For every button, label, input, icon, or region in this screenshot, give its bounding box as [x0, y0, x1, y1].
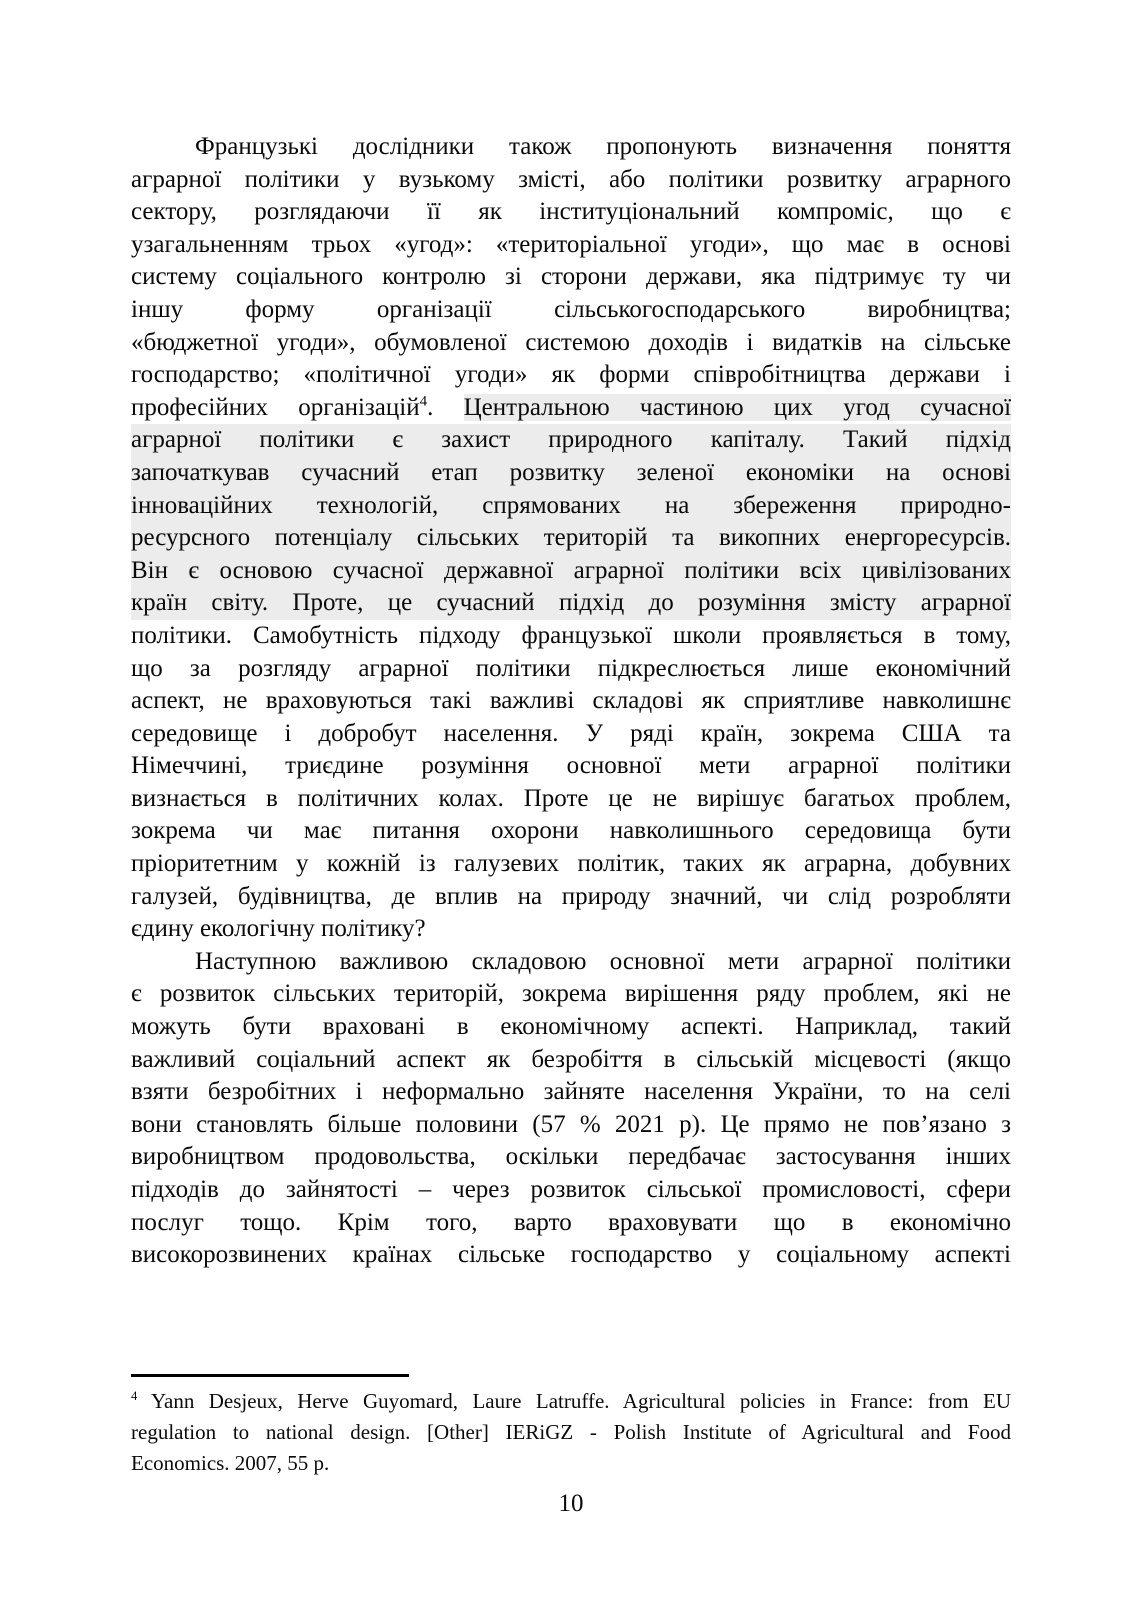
text-line: [131, 294, 1011, 327]
text-line: [131, 913, 1011, 946]
text-segment: важливий соціальний аспект як безробіття в сільській місцевості (якщо: [131, 1045, 1011, 1073]
text-segment: започаткував сучасний етап розвитку зеленої економіки на основі: [131, 458, 1011, 486]
text-line: [131, 1386, 1011, 1417]
text-segment: Німеччині, триєдине розуміння основної мети аграрної політики: [131, 752, 1011, 780]
text-segment: сектору, розглядаючи її як інституціональний компроміс, що є: [131, 198, 1011, 226]
text-line: [131, 1011, 1011, 1044]
text-segment: інноваційних технологій, спрямованих на збереження природно-: [131, 491, 1011, 519]
text-line: [131, 1109, 1011, 1142]
text-line: [131, 424, 1011, 457]
footnote: [131, 1374, 1011, 1479]
text-segment: «бюджетної угоди», обумовленої системою доходів і видатків на сільське: [131, 328, 1011, 356]
text-segment: господарство; «політичної угоди» як форми співробітництва держави і: [131, 361, 1011, 389]
footnote-reference: 4: [419, 393, 428, 410]
text-line: [131, 750, 1011, 783]
page-number: 10: [558, 1490, 584, 1517]
text-segment: є розвиток сільських територій, зокрема вирішення ряду проблем, які не: [131, 980, 1011, 1008]
text-line: [131, 881, 1011, 914]
text-line: [131, 229, 1011, 262]
text-segment: зокрема чи має питання охорони навколишнього середовища бути: [131, 817, 1011, 845]
text-line: [131, 1239, 1011, 1272]
text-line: [131, 1174, 1011, 1207]
text-segment: середовище і добробут населення. У ряді країн, зокрема США та: [131, 719, 1011, 747]
text-segment: взяти безробітних і неформально зайняте населення України, то на селі: [131, 1078, 1011, 1106]
text-segment: єдину екологічну політику?: [131, 915, 426, 943]
text-segment: Yann Desjeux, Herve Guyomard, Laure Latruffe. Agricultural policies in France: from EU: [137, 1389, 1011, 1413]
paragraph: [131, 131, 1011, 946]
text-line: [131, 587, 1011, 620]
text-segment: .: [427, 393, 464, 421]
text-line: [131, 457, 1011, 490]
text-segment: вони становлять більше половини (57 % 2021 р). Це прямо не пов’язано з: [131, 1110, 1011, 1138]
text-line: [131, 1141, 1011, 1174]
footnote-reference: 4: [131, 1389, 138, 1403]
text-line: [131, 522, 1011, 555]
text-segment: підходів до зайнятості – через розвиток сільської промисловості, сфери: [131, 1176, 1011, 1203]
text-line: [131, 978, 1011, 1011]
text-segment: що за розгляду аграрної політики підкреслюється лише економічний: [131, 654, 1011, 682]
body-text: [131, 131, 1011, 1272]
text-segment: ресурсного потенціалу сільських територій та викопних енергоресурсів.: [131, 524, 1011, 552]
text-segment: Центральною частиною цих угод сучасної: [463, 393, 1011, 421]
text-segment: послуг тощо. Крім того, варто враховувати що в економічно: [131, 1208, 1011, 1236]
paragraph: [131, 946, 1011, 1272]
text-line: [131, 653, 1011, 686]
text-segment: аспект, не враховуються такі важливі складові як сприятливе навколишнє: [131, 687, 1011, 715]
text-segment: політики. Самобутність підходу французької школи проявляється в тому,: [131, 621, 1011, 649]
text-line: [131, 1417, 1011, 1448]
text-line: [131, 490, 1011, 523]
text-line: [131, 848, 1011, 881]
text-segment: аграрної політики у вузькому змісті, або політики розвитку аграрного: [131, 165, 1011, 193]
text-line: [131, 620, 1011, 653]
text-segment: можуть бути враховані в економічному аспекті. Наприклад, такий: [131, 1013, 1011, 1041]
text-segment: Він є основою сучасної державної аграрної політики всіх цивілізованих: [131, 556, 1011, 584]
text-line: [131, 685, 1011, 718]
text-segment: країн світу. Проте, це сучасний підхід до розуміння змісту аграрної: [131, 589, 1011, 617]
text-line: [131, 1448, 1011, 1479]
text-line: [131, 946, 1011, 979]
text-line: [131, 783, 1011, 816]
text-line: [131, 718, 1011, 751]
text-segment: Наступною важливою складовою основної мети аграрної політики: [195, 947, 1011, 975]
text-line: [131, 164, 1011, 197]
text-line: [131, 815, 1011, 848]
text-segment: Economics. 2007, 55 p.: [131, 1451, 330, 1475]
text-line: [131, 327, 1011, 360]
text-line: [131, 555, 1011, 588]
text-segment: пріоритетним у кожній із галузевих політик, таких як аграрна, добувних: [131, 850, 1011, 878]
text-segment: аграрної політики є захист природного капіталу. Такий підхід: [131, 426, 1011, 454]
text-segment: систему соціального контролю зі сторони держави, яка підтримує ту чи: [131, 263, 1011, 291]
text-segment: regulation to national design. [Other] IERiGZ - Polish Institute of Agricultural and Food: [131, 1420, 1011, 1444]
text-line: [131, 1076, 1011, 1109]
text-segment: виробництвом продовольства, оскільки передбачає застосування інших: [131, 1143, 1011, 1171]
text-segment: галузей, будівництва, де вплив на природу значний, чи слід розробляти: [131, 882, 1011, 910]
text-line: [131, 1207, 1011, 1240]
text-line: [131, 392, 1011, 425]
text-segment: професійних організацій: [131, 393, 420, 421]
text-line: [131, 131, 1011, 164]
text-line: [131, 1044, 1011, 1077]
text-segment: іншу форму організації сільськогосподарського виробництва;: [131, 295, 1011, 323]
text-segment: високорозвинених країнах сільське господарство у соціальному аспекті: [131, 1241, 1011, 1269]
footnote-separator: [131, 1374, 409, 1377]
text-segment: узагальненням трьох «угод»: «територіальної угоди», що має в основі: [131, 230, 1011, 258]
text-segment: визнається в політичних колах. Проте це не вирішує багатьох проблем,: [131, 784, 1011, 812]
text-line: [131, 261, 1011, 294]
text-line: [131, 359, 1011, 392]
footnote-text: [131, 1386, 1011, 1479]
text-segment: Французькі дослідники також пропонують визначення поняття: [195, 133, 1011, 160]
text-line: [131, 196, 1011, 229]
